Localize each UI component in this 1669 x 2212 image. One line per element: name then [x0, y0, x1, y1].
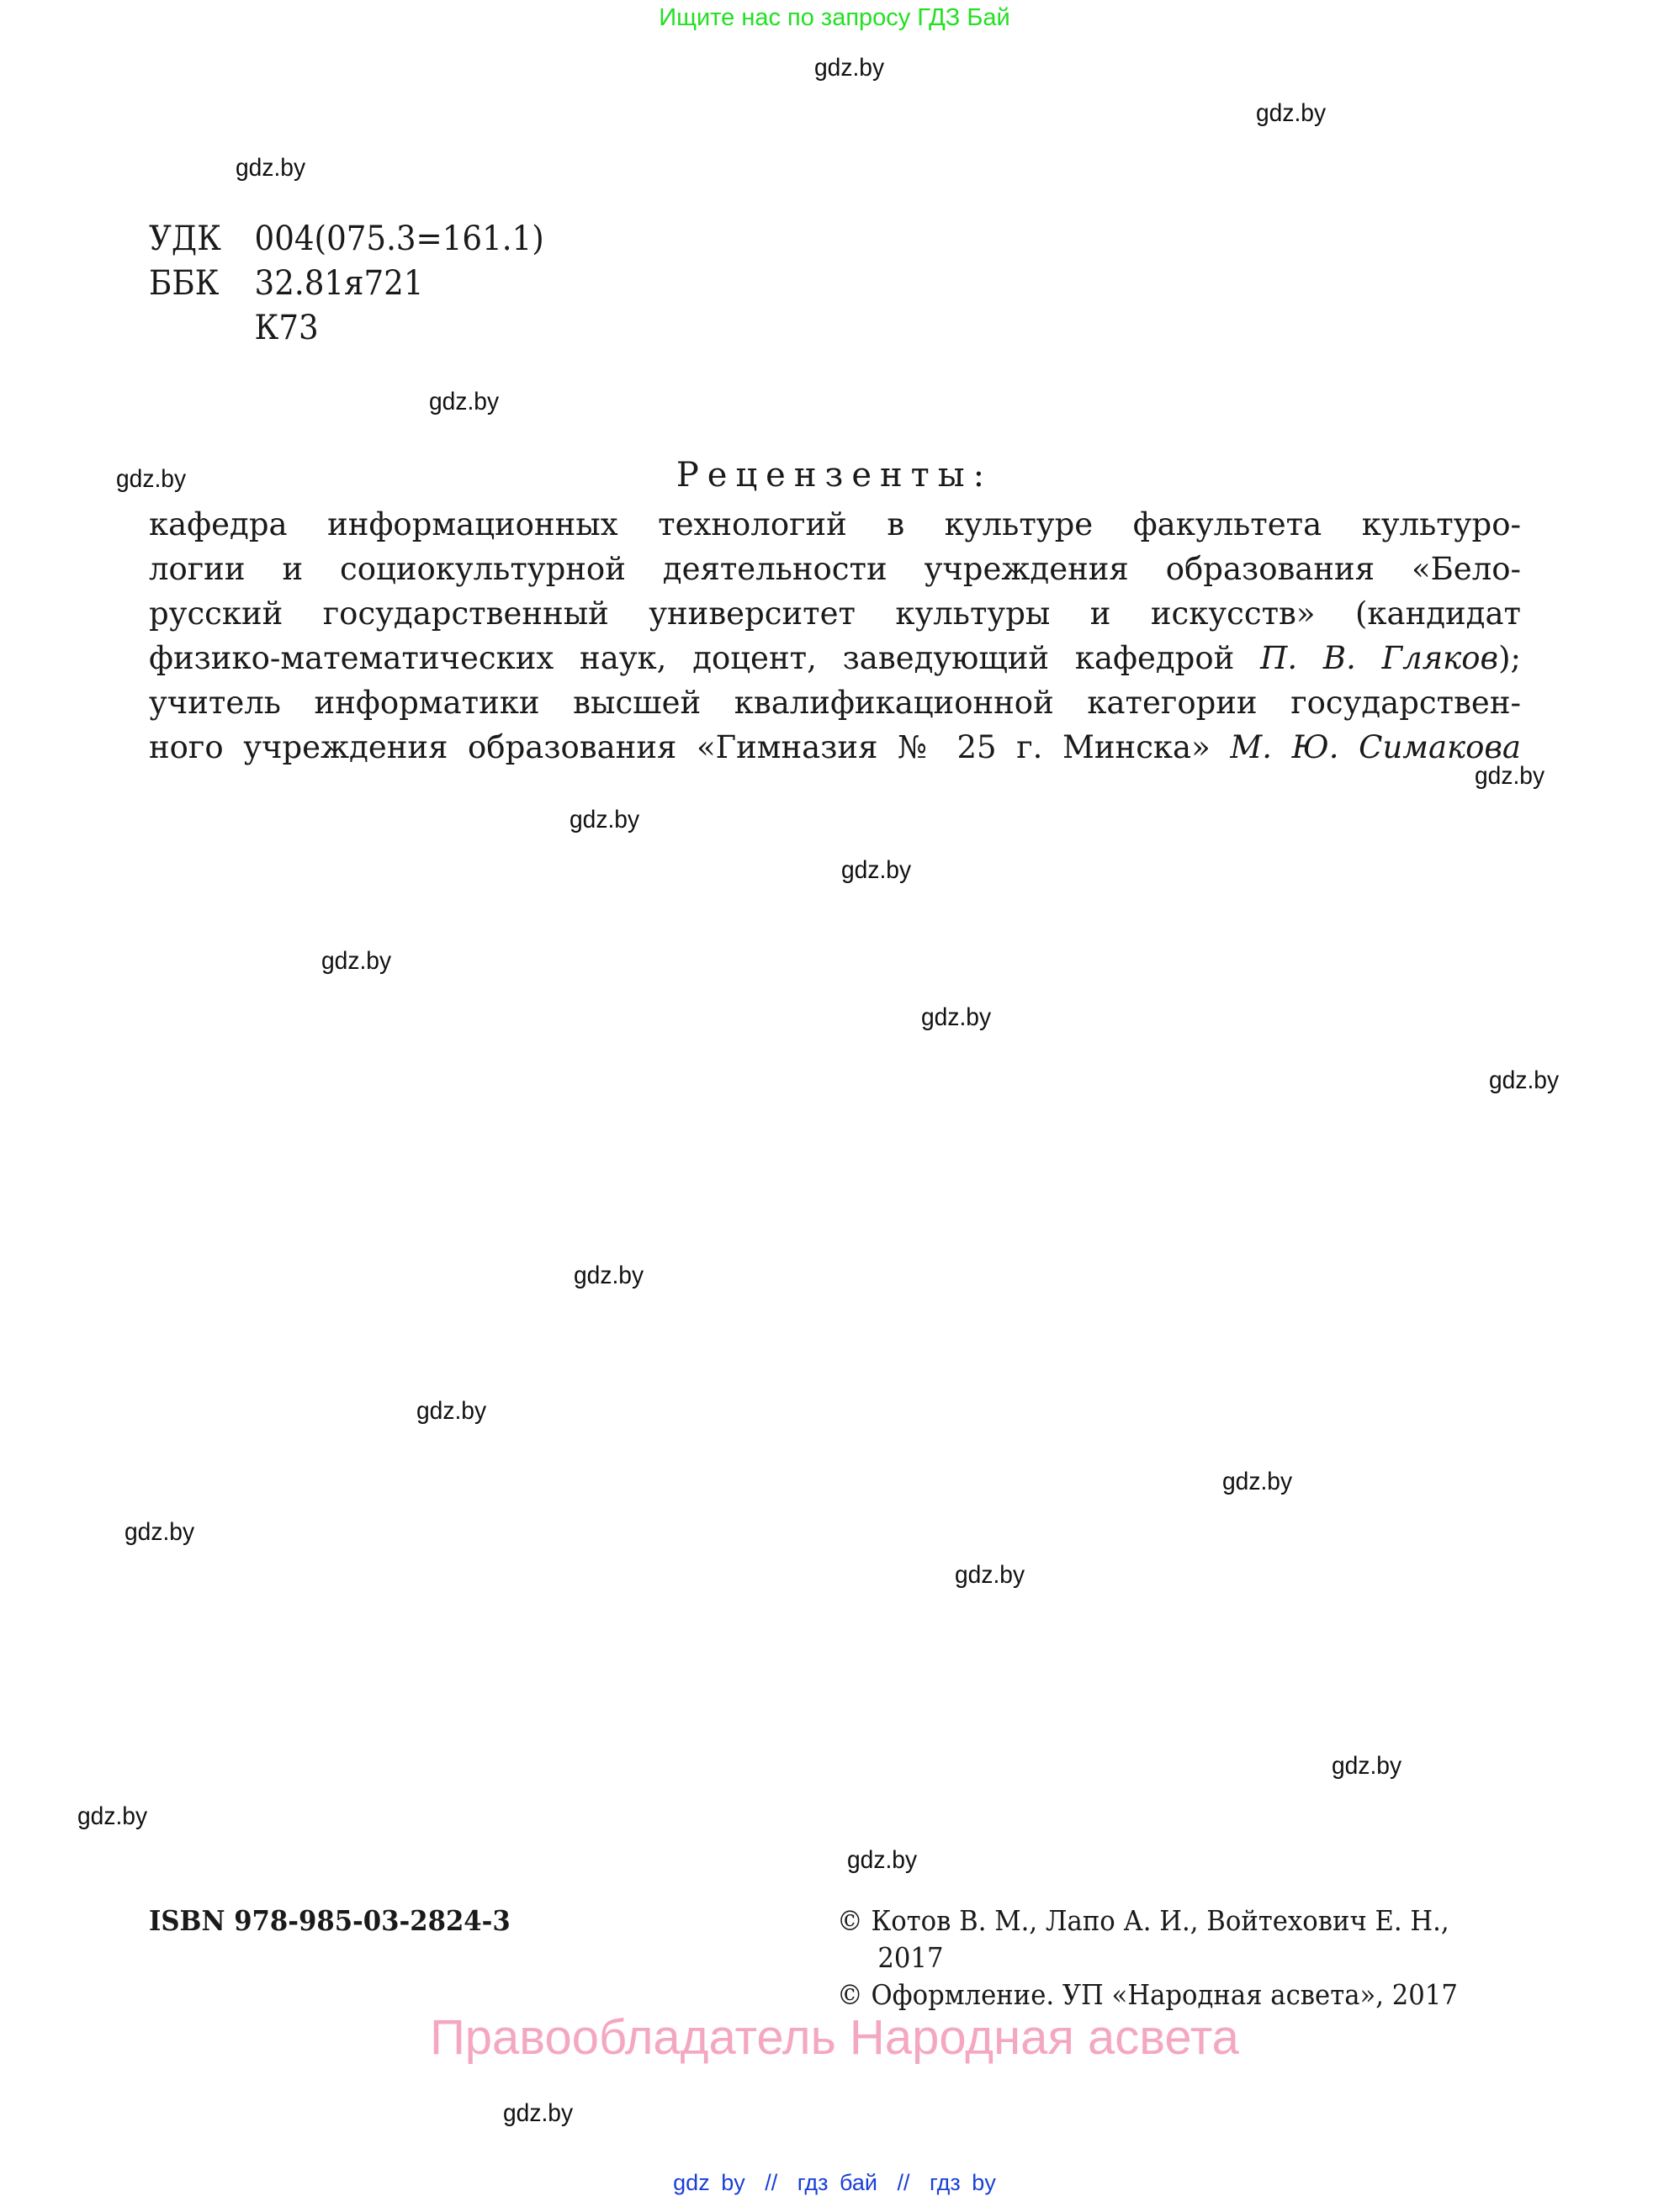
bbk-label: ББК	[149, 264, 220, 303]
reviewer-name: М. Ю. Симакова	[1230, 729, 1521, 765]
copyright-block	[837, 1902, 1458, 2014]
classification-block	[149, 217, 544, 351]
rightsholder-watermark: Правообладатель Народная асвета	[430, 2010, 1239, 2065]
footer-link-gdz-by-cyr[interactable]: гдз by	[930, 2170, 996, 2195]
reviewers-line-text: кафедра информационных технологий в культуре факультета культуро-	[149, 506, 1521, 542]
footer-links	[0, 2168, 1669, 2197]
footer-link-gdz-bai[interactable]: гдз бай	[797, 2170, 877, 2195]
footer-link-gdz-by[interactable]: gdz by	[673, 2170, 745, 2195]
reviewers-line	[149, 591, 1521, 636]
reviewers-heading-text: Рецензенты:	[676, 456, 993, 495]
search-banner: Ищите нас по запросу ГДЗ Бай	[659, 4, 1010, 31]
reviewers-line	[149, 547, 1521, 591]
udk-value: 004(075.3=161.1)	[254, 220, 544, 258]
gdz-watermark: gdz.by	[921, 1003, 992, 1031]
gdz-watermark: gdz.by	[429, 388, 500, 415]
reviewers-line-text: физико-математических наук, доцент, заведующий кафедрой	[149, 640, 1261, 676]
udk-label: УДК	[149, 220, 221, 258]
reviewers-line-text: учитель информатики высшей квалификационной категории государствен-	[149, 685, 1521, 721]
reviewers-line	[149, 636, 1521, 680]
reviewers-line	[149, 725, 1521, 770]
gdz-watermark: gdz.by	[1475, 762, 1545, 790]
footer-separator: //	[765, 2170, 778, 2195]
author-mark: К73	[254, 309, 319, 347]
reviewer-name: П. В. Гляков	[1260, 640, 1499, 676]
footer-separator: //	[897, 2170, 910, 2195]
udk-row	[149, 217, 544, 262]
bbk-row	[149, 262, 544, 306]
gdz-watermark: gdz.by	[1489, 1066, 1560, 1094]
gdz-watermark: gdz.by	[1222, 1468, 1293, 1495]
gdz-watermark: gdz.by	[847, 1846, 918, 1874]
isbn: ISBN 978-985-03-2824-3	[149, 1904, 511, 1937]
reviewers-paragraph	[149, 502, 1521, 770]
gdz-watermark: gdz.by	[77, 1802, 148, 1830]
gdz-watermark: gdz.by	[574, 1262, 644, 1289]
gdz-watermark: gdz.by	[321, 947, 392, 975]
copyright-authors-year: 2017	[877, 1941, 944, 1974]
author-mark-row	[149, 306, 544, 351]
gdz-watermark: gdz.by	[814, 54, 885, 82]
copyright-design: © Оформление. УП «Народная асвета», 2017	[837, 1978, 1458, 2011]
copyright-authors: © Котов В. М., Лапо А. И., Войтехович Е. Н.,	[837, 1904, 1449, 1937]
gdz-watermark: gdz.by	[503, 2099, 574, 2127]
gdz-watermark: gdz.by	[1256, 99, 1327, 127]
gdz-watermark: gdz.by	[125, 1518, 195, 1546]
gdz-watermark: gdz.by	[841, 856, 912, 884]
reviewers-line	[149, 502, 1521, 547]
bbk-value: 32.81я721	[254, 264, 424, 303]
gdz-watermark: gdz.by	[116, 465, 187, 493]
gdz-watermark: gdz.by	[236, 154, 306, 182]
reviewers-line-text: русский государственный университет культуры и искусств» (кандидат	[149, 595, 1521, 632]
author-mark-spacer	[149, 306, 255, 351]
gdz-watermark: gdz.by	[1332, 1752, 1402, 1780]
gdz-watermark: gdz.by	[955, 1561, 1025, 1589]
reviewers-line-tail: );	[1498, 640, 1521, 676]
reviewers-line-text: логии и социокультурной деятельности учреждения образования «Бело-	[149, 551, 1521, 587]
reviewers-heading	[0, 454, 1669, 496]
gdz-watermark: gdz.by	[416, 1397, 487, 1425]
gdz-watermark: gdz.by	[570, 806, 640, 833]
reviewers-line	[149, 680, 1521, 725]
reviewers-line-text: ного учреждения образования «Гимназия № 25 г. Минска»	[149, 729, 1231, 765]
